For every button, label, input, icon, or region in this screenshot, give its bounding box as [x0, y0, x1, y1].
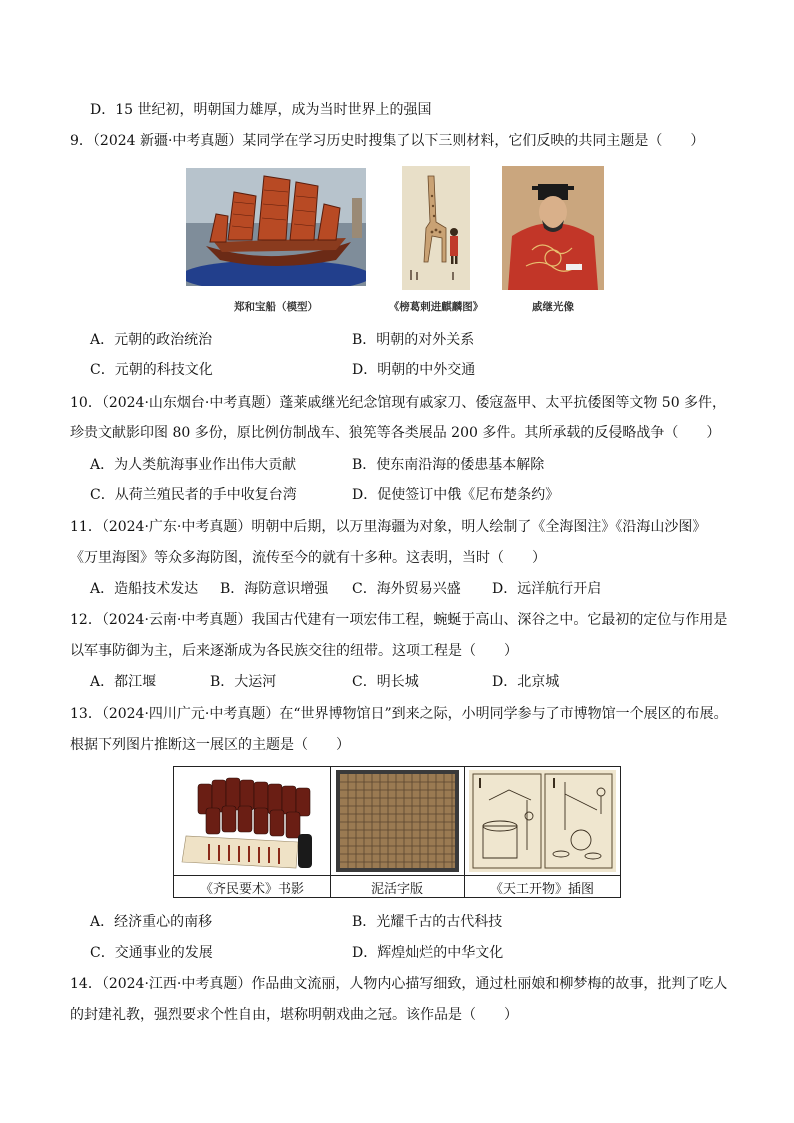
q13-option-b[interactable]: B．光耀千古的古代科技 — [352, 914, 503, 930]
q11-option-d[interactable]: D．远洋航行开启 — [492, 581, 602, 597]
q13-option-c[interactable]: C．交通事业的发展 — [90, 945, 213, 961]
q9-caption-1: 郑和宝船（模型） — [234, 301, 318, 313]
clay-type-image — [336, 770, 459, 872]
q11-stem-line2: 《万里海图》等众多海防图，流传至今的就有十多种。这表明，当时（ ） — [70, 550, 546, 566]
q12-option-a[interactable]: A．都江堰 — [90, 674, 157, 690]
q10-stem-line1: 10．（2024·山东烟台·中考真题）蓬莱戚继光纪念馆现有戚家刀、倭寇盔甲、太平抗倭图等文物 50 多件， — [70, 395, 727, 411]
q13-caption-1: 《齐民要术》书影 — [199, 882, 304, 897]
q13-image-table — [173, 766, 621, 898]
q13-option-a[interactable]: A．经济重心的南移 — [90, 914, 213, 930]
q10-option-a[interactable]: A．为人类航海事业作出伟大贡献 — [90, 457, 297, 473]
q9-caption-2: 《榜葛剌进麒麟图》 — [388, 301, 484, 313]
q13-caption-2: 泥活字版 — [370, 882, 423, 897]
q13-caption-3: 《天工开物》插图 — [489, 882, 594, 897]
q10-option-c[interactable]: C．从荷兰殖民者的手中收复台湾 — [90, 487, 297, 503]
q9-stem: 9．（2024 新疆·中考真题）某同学在学习历史时搜集了以下三则材料，它们反映的共同主题是（ ） — [70, 133, 705, 149]
treasure-ship-image — [186, 168, 366, 286]
q10-option-d[interactable]: D．促使签订中俄《尼布楚条约》 — [352, 487, 560, 503]
q13-option-d[interactable]: D．辉煌灿烂的中华文化 — [352, 945, 504, 961]
q10-option-b[interactable]: B．使东南沿海的倭患基本解除 — [352, 457, 545, 473]
q11-option-a[interactable]: A．造船技术发达 — [90, 581, 199, 597]
q12-option-d[interactable]: D．北京城 — [492, 674, 560, 690]
q8-option-d: D．15 世纪初，明朝国力雄厚，成为当时世界上的强国 — [90, 102, 432, 118]
q11-option-b[interactable]: B．海防意识增强 — [220, 581, 329, 597]
q9-option-b[interactable]: B．明朝的对外关系 — [352, 332, 475, 348]
q9-option-d[interactable]: D．明朝的中外交通 — [352, 362, 476, 378]
q13-stem-line2: 根据下列图片推断这一展区的主题是（ ） — [70, 737, 350, 753]
q11-option-c[interactable]: C．海外贸易兴盛 — [352, 581, 461, 597]
qimin-yaoshu-image — [178, 770, 326, 872]
tiangong-kaiwu-image — [469, 770, 616, 872]
q14-stem-line1: 14．（2024·江西·中考真题）作品曲文流丽，人物内心描写细致，通过杜丽娘和柳梦梅的故事，批判了吃人 — [70, 976, 728, 992]
q9-option-a[interactable]: A．元朝的政治统治 — [90, 332, 213, 348]
q9-option-c[interactable]: C．元朝的科技文化 — [90, 362, 213, 378]
q13-stem-line1: 13．（2024·四川广元·中考真题）在“世界博物馆日”到来之际，小明同学参与了市博物馆一个展区的布展。 — [70, 706, 728, 722]
q11-stem-line1: 11．（2024·广东·中考真题）明朝中后期，以万里海疆为对象，明人绘制了《全海图注》《沿海山沙图》 — [70, 519, 707, 535]
q12-option-b[interactable]: B．大运河 — [210, 674, 277, 690]
giraffe-painting-image — [402, 166, 470, 290]
q9-caption-3: 戚继光像 — [532, 301, 574, 313]
q12-option-c[interactable]: C．明长城 — [352, 674, 419, 690]
q12-stem-line1: 12．（2024·云南·中考真题）我国古代建有一项宏伟工程，蜿蜒于高山、深谷之中。它最初的定位与作用是 — [70, 612, 728, 628]
qi-jiguang-portrait-image — [502, 166, 604, 290]
q12-stem-line2: 以军事防御为主，后来逐渐成为各民族交往的纽带。这项工程是（ ） — [70, 643, 518, 659]
q14-stem-line2: 的封建礼教，强烈要求个性自由，堪称明朝戏曲之冠。该作品是（ ） — [70, 1007, 518, 1023]
q10-stem-line2: 珍贵文献影印图 80 多份，原比例仿制战车、狼筅等各类展品 200 多件。其所承载的反侵略战争（ ） — [70, 425, 721, 441]
